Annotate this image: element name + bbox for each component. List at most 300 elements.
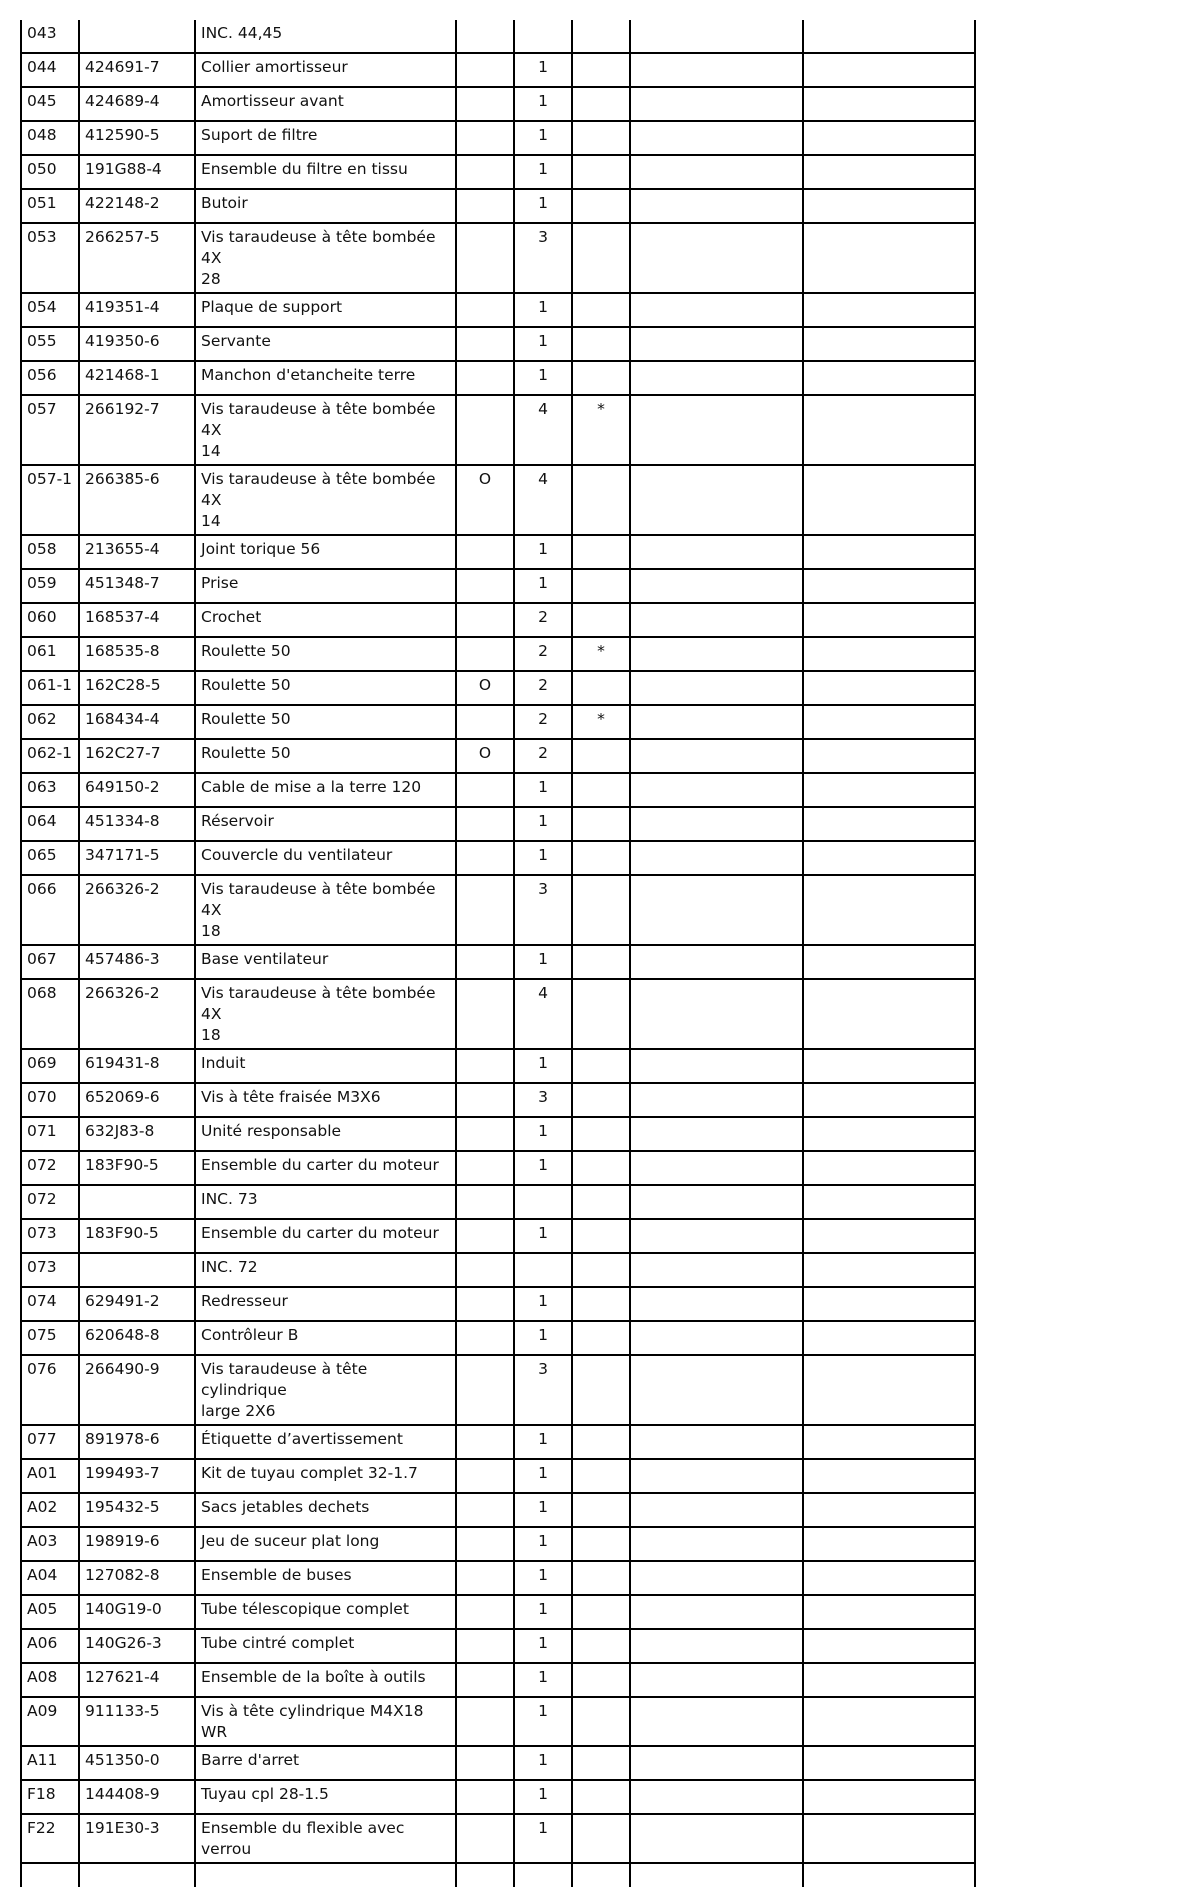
parts-list-sheet <box>20 20 976 1887</box>
table-row <box>21 1151 975 1185</box>
description-cell: Servante <box>195 327 456 361</box>
table-row <box>21 223 975 293</box>
table-row <box>21 465 975 535</box>
quantity-cell: 1 <box>514 53 572 87</box>
note-mark-cell <box>572 979 630 1049</box>
blank-cell <box>630 535 803 569</box>
part-number-cell: 422148-2 <box>79 189 195 223</box>
description-cell: INC. 73 <box>195 1185 456 1219</box>
part-number-cell: 183F90-5 <box>79 1151 195 1185</box>
quantity-cell: 1 <box>514 773 572 807</box>
ref-number-cell: 043 <box>21 20 79 53</box>
ref-number-cell: 053 <box>21 223 79 293</box>
description-cell: Base ventilateur <box>195 945 456 979</box>
blank-cell <box>630 1425 803 1459</box>
option-mark-cell <box>456 1663 514 1697</box>
note-mark-cell <box>572 603 630 637</box>
ref-number-cell: 076 <box>21 1355 79 1425</box>
ref-number-cell: A08 <box>21 1663 79 1697</box>
description-cell: Roulette 50 <box>195 705 456 739</box>
part-number-cell: 168535-8 <box>79 637 195 671</box>
description-cell: Vis à tête fraisée M3X6 <box>195 1083 456 1117</box>
table-row <box>21 121 975 155</box>
ref-number-cell: A05 <box>21 1595 79 1629</box>
blank-cell <box>803 569 975 603</box>
blank-cell <box>630 1185 803 1219</box>
blank-cell <box>630 1219 803 1253</box>
blank-cell <box>630 979 803 1049</box>
part-number-cell: 451350-0 <box>79 1746 195 1780</box>
blank-cell <box>803 1663 975 1697</box>
option-mark-cell <box>456 1287 514 1321</box>
part-number-cell: 183F90-5 <box>79 1219 195 1253</box>
note-mark-cell <box>572 773 630 807</box>
table-row <box>21 807 975 841</box>
blank-cell <box>803 807 975 841</box>
blank-cell <box>803 1049 975 1083</box>
ref-number-cell: A03 <box>21 1527 79 1561</box>
blank-cell <box>630 1746 803 1780</box>
note-mark-cell <box>572 223 630 293</box>
blank-cell <box>630 637 803 671</box>
ref-number-cell: 062 <box>21 705 79 739</box>
quantity-cell: 1 <box>514 155 572 189</box>
part-number-cell: 144408-9 <box>79 1780 195 1814</box>
description-cell: Joint torique 56 <box>195 535 456 569</box>
table-row <box>21 1253 975 1287</box>
blank-cell <box>803 979 975 1049</box>
description-cell: Couvercle du ventilateur <box>195 841 456 875</box>
note-mark-cell <box>572 53 630 87</box>
quantity-cell <box>514 20 572 53</box>
ref-number-cell: 061-1 <box>21 671 79 705</box>
ref-number-cell: 071 <box>21 1117 79 1151</box>
blank-cell <box>630 1287 803 1321</box>
ref-number-cell: 059 <box>21 569 79 603</box>
blank-cell <box>630 773 803 807</box>
ref-number-cell: 048 <box>21 121 79 155</box>
blank-cell <box>630 1459 803 1493</box>
blank-cell <box>803 1863 975 1887</box>
description-cell: Ensemble du flexible avec verrou <box>195 1814 456 1863</box>
note-mark-cell <box>572 945 630 979</box>
option-mark-cell: O <box>456 671 514 705</box>
part-number-cell <box>79 20 195 53</box>
quantity-cell: 1 <box>514 535 572 569</box>
note-mark-cell <box>572 1561 630 1595</box>
quantity-cell: 4 <box>514 465 572 535</box>
quantity-cell: 1 <box>514 1814 572 1863</box>
quantity-cell: 1 <box>514 1595 572 1629</box>
ref-number-cell: 062-1 <box>21 739 79 773</box>
part-number-cell: 347171-5 <box>79 841 195 875</box>
part-number-cell: 266192-7 <box>79 395 195 465</box>
table-row <box>21 1287 975 1321</box>
blank-cell <box>803 1185 975 1219</box>
table-row <box>21 841 975 875</box>
blank-cell <box>803 1321 975 1355</box>
table-row <box>21 395 975 465</box>
note-mark-cell <box>572 1780 630 1814</box>
blank-cell <box>630 1663 803 1697</box>
quantity-cell: 1 <box>514 361 572 395</box>
ref-number-cell: 057-1 <box>21 465 79 535</box>
quantity-cell: 2 <box>514 705 572 739</box>
table-row <box>21 1780 975 1814</box>
note-mark-cell <box>572 1355 630 1425</box>
description-cell: Roulette 50 <box>195 671 456 705</box>
table-row <box>21 1355 975 1425</box>
quantity-cell: 1 <box>514 1425 572 1459</box>
quantity-cell: 3 <box>514 1355 572 1425</box>
blank-cell <box>630 20 803 53</box>
blank-cell <box>803 1219 975 1253</box>
description-cell: Vis taraudeuse à tête bombée 4X 14 <box>195 465 456 535</box>
quantity-cell: 1 <box>514 1321 572 1355</box>
blank-cell <box>803 671 975 705</box>
option-mark-cell: O <box>456 739 514 773</box>
part-number-cell: 412590-5 <box>79 121 195 155</box>
quantity-cell: 1 <box>514 1287 572 1321</box>
note-mark-cell <box>572 1697 630 1746</box>
option-mark-cell <box>456 603 514 637</box>
part-number-cell: 127082-8 <box>79 1561 195 1595</box>
blank-cell <box>630 1117 803 1151</box>
blank-cell <box>630 671 803 705</box>
blank-cell <box>630 603 803 637</box>
note-mark-cell <box>572 189 630 223</box>
part-number-cell: 195432-5 <box>79 1493 195 1527</box>
note-mark-cell <box>572 1459 630 1493</box>
ref-number-cell: 075 <box>21 1321 79 1355</box>
option-mark-cell <box>456 189 514 223</box>
part-number-cell: 191E30-3 <box>79 1814 195 1863</box>
description-cell: Ensemble de la boîte à outils <box>195 1663 456 1697</box>
option-mark-cell <box>456 979 514 1049</box>
blank-cell <box>630 155 803 189</box>
option-mark-cell <box>456 1595 514 1629</box>
part-number-cell: 649150-2 <box>79 773 195 807</box>
table-row <box>21 979 975 1049</box>
blank-cell <box>803 87 975 121</box>
option-mark-cell <box>456 1697 514 1746</box>
blank-cell <box>630 361 803 395</box>
part-number-cell: 911133-5 <box>79 1697 195 1746</box>
option-mark-cell <box>456 1629 514 1663</box>
description-cell: Tuyau cpl 28-1.5 <box>195 1780 456 1814</box>
option-mark-cell <box>456 121 514 155</box>
note-mark-cell <box>572 1493 630 1527</box>
note-mark-cell <box>572 841 630 875</box>
blank-cell <box>630 327 803 361</box>
quantity-cell: 1 <box>514 1527 572 1561</box>
part-number-cell: 191G88-4 <box>79 155 195 189</box>
quantity-cell: 2 <box>514 603 572 637</box>
description-cell: Roulette 50 <box>195 739 456 773</box>
table-row <box>21 87 975 121</box>
note-mark-cell <box>572 1049 630 1083</box>
ref-number-cell: 060 <box>21 603 79 637</box>
part-number-cell: 451334-8 <box>79 807 195 841</box>
description-cell: Suport de filtre <box>195 121 456 155</box>
quantity-cell: 2 <box>514 637 572 671</box>
table-row <box>21 1219 975 1253</box>
quantity-cell: 1 <box>514 1780 572 1814</box>
table-row <box>21 671 975 705</box>
blank-cell <box>803 637 975 671</box>
blank-cell <box>803 1253 975 1287</box>
blank-cell <box>803 841 975 875</box>
description-cell <box>195 1863 456 1887</box>
ref-number-cell: 056 <box>21 361 79 395</box>
description-cell: INC. 44,45 <box>195 20 456 53</box>
quantity-cell: 1 <box>514 945 572 979</box>
table-row <box>21 361 975 395</box>
blank-cell <box>630 223 803 293</box>
blank-cell <box>803 1459 975 1493</box>
note-mark-cell <box>572 121 630 155</box>
note-mark-cell <box>572 1151 630 1185</box>
ref-number-cell: 055 <box>21 327 79 361</box>
note-mark-cell <box>572 20 630 53</box>
quantity-cell: 1 <box>514 807 572 841</box>
blank-cell <box>630 87 803 121</box>
note-mark-cell <box>572 361 630 395</box>
ref-number-cell: 073 <box>21 1253 79 1287</box>
part-number-cell: 266385-6 <box>79 465 195 535</box>
part-number-cell: 127621-4 <box>79 1663 195 1697</box>
note-mark-cell <box>572 155 630 189</box>
blank-cell <box>803 1814 975 1863</box>
ref-number-cell: A09 <box>21 1697 79 1746</box>
description-cell: Ensemble du filtre en tissu <box>195 155 456 189</box>
description-cell: Tube cintré complet <box>195 1629 456 1663</box>
quantity-cell <box>514 1863 572 1887</box>
blank-cell <box>803 1493 975 1527</box>
ref-number-cell: 064 <box>21 807 79 841</box>
option-mark-cell <box>456 1425 514 1459</box>
table-row <box>21 1663 975 1697</box>
description-cell: Vis taraudeuse à tête bombée 4X 18 <box>195 979 456 1049</box>
quantity-cell: 1 <box>514 1219 572 1253</box>
ref-number-cell: 066 <box>21 875 79 945</box>
table-row <box>21 1561 975 1595</box>
note-mark-cell <box>572 293 630 327</box>
quantity-cell: 1 <box>514 1697 572 1746</box>
option-mark-cell <box>456 327 514 361</box>
blank-cell <box>630 875 803 945</box>
part-number-cell: 652069-6 <box>79 1083 195 1117</box>
option-mark-cell <box>456 1321 514 1355</box>
description-cell: Barre d'arret <box>195 1746 456 1780</box>
quantity-cell: 1 <box>514 1151 572 1185</box>
note-mark-cell <box>572 1425 630 1459</box>
blank-cell <box>803 293 975 327</box>
ref-number-cell: 051 <box>21 189 79 223</box>
description-cell: Unité responsable <box>195 1117 456 1151</box>
quantity-cell: 2 <box>514 671 572 705</box>
part-number-cell <box>79 1185 195 1219</box>
table-row <box>21 1049 975 1083</box>
quantity-cell <box>514 1253 572 1287</box>
table-row <box>21 1493 975 1527</box>
table-row <box>21 637 975 671</box>
blank-cell <box>803 535 975 569</box>
blank-cell <box>630 1561 803 1595</box>
blank-cell <box>630 1595 803 1629</box>
description-cell: Collier amortisseur <box>195 53 456 87</box>
part-number-cell: 266326-2 <box>79 979 195 1049</box>
quantity-cell: 1 <box>514 1049 572 1083</box>
description-cell: Étiquette d’avertissement <box>195 1425 456 1459</box>
ref-number-cell: 054 <box>21 293 79 327</box>
option-mark-cell <box>456 361 514 395</box>
blank-cell <box>803 945 975 979</box>
description-cell: Roulette 50 <box>195 637 456 671</box>
option-mark-cell <box>456 535 514 569</box>
part-number-cell: 451348-7 <box>79 569 195 603</box>
option-mark-cell <box>456 1083 514 1117</box>
description-cell: Vis taraudeuse à tête bombée 4X 14 <box>195 395 456 465</box>
option-mark-cell <box>456 807 514 841</box>
table-row <box>21 1083 975 1117</box>
part-number-cell: 632J83-8 <box>79 1117 195 1151</box>
part-number-cell: 619431-8 <box>79 1049 195 1083</box>
blank-cell <box>803 1561 975 1595</box>
table-row <box>21 1746 975 1780</box>
ref-number-cell: A02 <box>21 1493 79 1527</box>
ref-number-cell: 067 <box>21 945 79 979</box>
quantity-cell: 1 <box>514 327 572 361</box>
part-number-cell: 419351-4 <box>79 293 195 327</box>
option-mark-cell <box>456 1151 514 1185</box>
quantity-cell: 1 <box>514 293 572 327</box>
note-mark-cell <box>572 739 630 773</box>
note-mark-cell: * <box>572 395 630 465</box>
blank-cell <box>803 361 975 395</box>
description-cell: Tube télescopique complet <box>195 1595 456 1629</box>
option-mark-cell <box>456 223 514 293</box>
option-mark-cell <box>456 53 514 87</box>
quantity-cell: 1 <box>514 841 572 875</box>
blank-cell <box>630 841 803 875</box>
blank-cell <box>803 1780 975 1814</box>
note-mark-cell <box>572 1083 630 1117</box>
option-mark-cell <box>456 395 514 465</box>
note-mark-cell <box>572 569 630 603</box>
option-mark-cell: O <box>456 465 514 535</box>
ref-number-cell: 073 <box>21 1219 79 1253</box>
ref-number-cell: 058 <box>21 535 79 569</box>
ref-number-cell: 050 <box>21 155 79 189</box>
ref-number-cell <box>21 1863 79 1887</box>
ref-number-cell: 061 <box>21 637 79 671</box>
blank-cell <box>803 875 975 945</box>
ref-number-cell: 074 <box>21 1287 79 1321</box>
table-row <box>21 1814 975 1863</box>
description-cell: Amortisseur avant <box>195 87 456 121</box>
blank-cell <box>803 1595 975 1629</box>
blank-cell <box>630 1253 803 1287</box>
table-row <box>21 155 975 189</box>
blank-cell <box>630 1527 803 1561</box>
blank-cell <box>630 189 803 223</box>
table-row <box>21 535 975 569</box>
note-mark-cell <box>572 87 630 121</box>
quantity-cell: 1 <box>514 1561 572 1595</box>
part-number-cell: 421468-1 <box>79 361 195 395</box>
description-cell: INC. 72 <box>195 1253 456 1287</box>
description-cell: Crochet <box>195 603 456 637</box>
option-mark-cell <box>456 1459 514 1493</box>
quantity-cell: 1 <box>514 1629 572 1663</box>
option-mark-cell <box>456 841 514 875</box>
part-number-cell: 620648-8 <box>79 1321 195 1355</box>
note-mark-cell <box>572 807 630 841</box>
blank-cell <box>803 1746 975 1780</box>
blank-cell <box>630 1814 803 1863</box>
table-row <box>21 603 975 637</box>
blank-cell <box>630 1863 803 1887</box>
table-row <box>21 773 975 807</box>
note-mark-cell <box>572 1253 630 1287</box>
note-mark-cell <box>572 1814 630 1863</box>
blank-cell <box>803 1287 975 1321</box>
ref-number-cell: 069 <box>21 1049 79 1083</box>
blank-cell <box>803 1117 975 1151</box>
blank-cell <box>803 20 975 53</box>
ref-number-cell: A06 <box>21 1629 79 1663</box>
part-number-cell <box>79 1863 195 1887</box>
description-cell: Kit de tuyau complet 32-1.7 <box>195 1459 456 1493</box>
note-mark-cell <box>572 1595 630 1629</box>
description-cell: Induit <box>195 1049 456 1083</box>
option-mark-cell <box>456 1493 514 1527</box>
table-row <box>21 739 975 773</box>
option-mark-cell <box>456 1253 514 1287</box>
note-mark-cell <box>572 671 630 705</box>
blank-cell <box>630 121 803 155</box>
ref-number-cell: A01 <box>21 1459 79 1493</box>
note-mark-cell <box>572 1863 630 1887</box>
blank-cell <box>803 1629 975 1663</box>
quantity-cell: 1 <box>514 1459 572 1493</box>
blank-cell <box>630 1083 803 1117</box>
note-mark-cell: * <box>572 637 630 671</box>
blank-cell <box>803 603 975 637</box>
description-cell: Plaque de support <box>195 293 456 327</box>
description-cell: Contrôleur B <box>195 1321 456 1355</box>
ref-number-cell: F22 <box>21 1814 79 1863</box>
note-mark-cell: * <box>572 705 630 739</box>
note-mark-cell <box>572 1746 630 1780</box>
description-cell: Vis taraudeuse à tête bombée 4X 28 <box>195 223 456 293</box>
quantity-cell: 3 <box>514 875 572 945</box>
table-row <box>21 1117 975 1151</box>
quantity-cell: 1 <box>514 569 572 603</box>
blank-cell <box>803 1697 975 1746</box>
part-number-cell: 213655-4 <box>79 535 195 569</box>
blank-cell <box>630 807 803 841</box>
option-mark-cell <box>456 293 514 327</box>
blank-cell <box>803 327 975 361</box>
quantity-cell: 1 <box>514 87 572 121</box>
ref-number-cell: A11 <box>21 1746 79 1780</box>
blank-cell <box>630 1049 803 1083</box>
blank-cell <box>803 1151 975 1185</box>
blank-cell <box>803 53 975 87</box>
option-mark-cell <box>456 87 514 121</box>
